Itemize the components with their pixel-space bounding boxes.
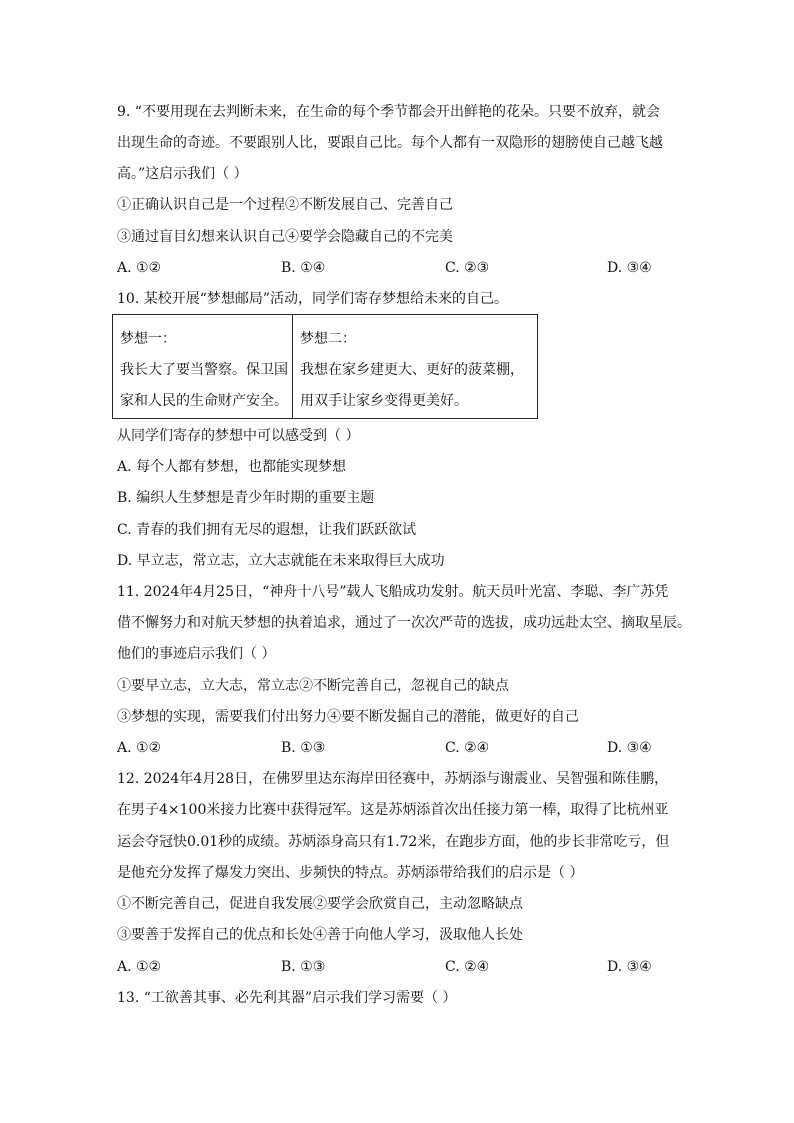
dream-one-title: 梦想一： bbox=[120, 331, 176, 347]
q9-option-c: C. ②③ bbox=[445, 260, 490, 276]
q9-line-1: 9. “不要用现在去判断未来，在生命的每个季节都会开出鲜艳的花朵。只要不放弃，就会 bbox=[117, 104, 660, 120]
dream-one-text-1: 我长大了要当警察。保卫国 bbox=[120, 362, 288, 378]
q13-line-1: 13. “工欲善其事、必先利其器”启示我们学习需要（ ） bbox=[117, 990, 457, 1006]
q11-line-2: 借不懈努力和对航天梦想的执着追求，通过了一次次严苛的选拔，成功远赴太空、摘取星辰。 bbox=[117, 615, 691, 631]
q11-statement-1: ①要早立志，立大志，常立志②不断完善自己，忽视自己的缺点 bbox=[117, 678, 509, 694]
q9-options bbox=[117, 258, 677, 278]
q9-statement-2: ③通过盲目幻想来认识自己④要学会隐藏自己的不完美 bbox=[117, 229, 453, 245]
q12-option-c: C. ②④ bbox=[445, 959, 490, 975]
q12-line-4: 是他充分发挥了爆发力突出、步频快的特点。苏炳添带给我们的启示是（ ） bbox=[117, 865, 584, 881]
q10-option-d: D. 早立志，常立志，立大志就能在未来取得巨大成功 bbox=[117, 553, 445, 569]
q12-line-2: 在男子4×100米接力比赛中获得冠军。这是苏炳添首次出任接力第一棒，取得了比杭州亚 bbox=[117, 802, 669, 818]
q11-option-c: C. ②④ bbox=[445, 740, 490, 756]
dream-two-text-1: 我想在家乡建更大、更好的菠菜棚， bbox=[300, 362, 524, 378]
dream-one-cell bbox=[113, 315, 293, 419]
q9-line-3: 高。”这启示我们（ ） bbox=[117, 166, 248, 182]
q12-statement-1: ①不断完善自己，促进自我发展②要学会欣赏自己，主动忽略缺点 bbox=[117, 896, 523, 912]
q10-option-a: A. 每个人都有梦想，也都能实现梦想 bbox=[117, 459, 347, 475]
q11-option-b: B. ①③ bbox=[281, 740, 326, 756]
q9-option-d: D. ③④ bbox=[607, 260, 652, 276]
q12-options bbox=[117, 957, 677, 977]
q11-line-1: 11. 2024年4月25日，“神舟十八号”载人飞船成功发射。航天员叶光富、李聪、李广苏凭 bbox=[117, 584, 669, 600]
q9-line-2: 出现生命的奇迹。不要跟别人比，要跟自己比。每个人都有一双隐形的翅膀使自己越飞越 bbox=[117, 135, 663, 151]
dream-two-text-2: 用双手让家乡变得更美好。 bbox=[300, 393, 468, 409]
dream-one-text-2: 家和人民的生命财产安全。 bbox=[120, 393, 288, 409]
dream-table bbox=[112, 314, 538, 419]
dream-two-cell bbox=[293, 315, 538, 419]
q12-line-3: 运会夺冠快0.01秒的成绩。苏炳添身高只有1.72米，在跑步方面，他的步长非常吃亏，但 bbox=[117, 834, 670, 850]
dream-two-title: 梦想二： bbox=[300, 331, 356, 347]
q9-statement-1: ①正确认识自己是一个过程②不断发展自己、完善自己 bbox=[117, 197, 453, 213]
q11-line-3: 他们的事迹启示我们（ ） bbox=[117, 646, 276, 662]
q9-option-b: B. ①④ bbox=[281, 260, 326, 276]
q12-option-d: D. ③④ bbox=[607, 959, 652, 975]
q12-statement-2: ③要善于发挥自己的优点和长处④善于向他人学习，汲取他人长处 bbox=[117, 927, 523, 943]
q9-option-a: A. ①② bbox=[117, 260, 162, 276]
q10-stem: 从同学们寄存的梦想中可以感受到（ ） bbox=[117, 428, 360, 444]
q12-line-1: 12. 2024年4月28日，在佛罗里达东海岸田径赛中，苏炳添与谢震业、吴智强和陈佳鹏， bbox=[117, 771, 669, 787]
q12-option-a: A. ①② bbox=[117, 959, 162, 975]
q11-option-d: D. ③④ bbox=[607, 740, 652, 756]
q12-option-b: B. ①③ bbox=[281, 959, 326, 975]
q10-intro: 10. 某校开展“梦想邮局”活动，同学们寄存梦想给未来的自己。 bbox=[117, 291, 509, 307]
q11-options bbox=[117, 738, 677, 758]
q11-statement-2: ③梦想的实现，需要我们付出努力④要不断发掘自己的潜能，做更好的自己 bbox=[117, 709, 579, 725]
q10-option-b: B. 编织人生梦想是青少年时期的重要主题 bbox=[117, 490, 375, 506]
q11-option-a: A. ①② bbox=[117, 740, 162, 756]
q10-option-c: C. 青春的我们拥有无尽的遐想，让我们跃跃欲试 bbox=[117, 522, 417, 538]
